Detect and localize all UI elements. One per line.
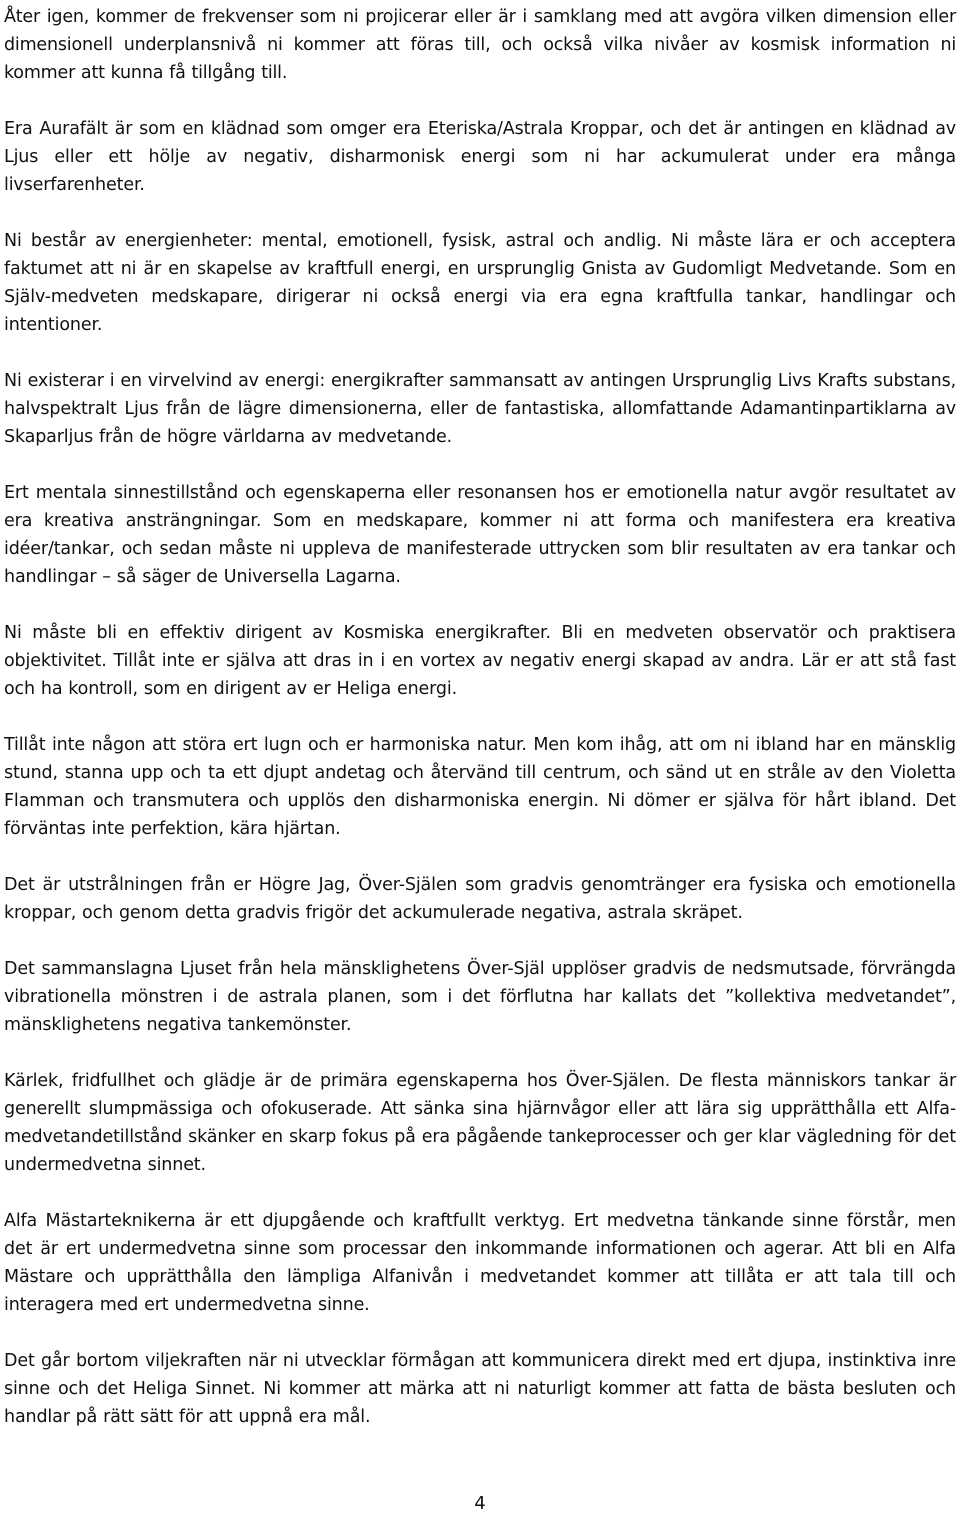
paragraph-11: Alfa Mästarteknikerna är ett djupgående och kraftfullt verktyg. Ert medvetna tänkande sinne förstår, men det är ert undermedvetna sinne som processar den inkommande informationen och agerar. Att bli en Alfa Mästare och upprätthålla den lämpliga Alfanivån i medvetandet kommer att tillåta er att tala till och interagera med ert undermedvetna sinne.: [4, 1211, 956, 1315]
paragraph-2: Era Aurafält är som en klädnad som omger era Eteriska/Astrala Kroppar, och det är antingen en klädnad av Ljus eller ett hölje av negativ, disharmonisk energi som ni har ackumulerat under era många livserfarenheter.: [4, 119, 956, 195]
paragraph-6: Ni måste bli en effektiv dirigent av Kosmiska energikrafter. Bli en medveten observatör och praktisera objektivitet. Tillåt inte er själva att dras in i en vortex av negativ energi skapad av andra. Lär er att stå fast och ha kontroll, som en dirigent av er Heliga energi.: [4, 623, 956, 699]
paragraph-12: Det går bortom viljekraften när ni utvecklar förmågan att kommunicera direkt med ert djupa, instinktiva inre sinne och det Heliga Sinnet. Ni kommer att märka att ni naturligt kommer att fatta de bästa besluten och handlar på rätt sätt för att uppnå era mål.: [4, 1351, 956, 1427]
paragraph-10: Kärlek, fridfullhet och glädje är de primära egenskaperna hos Över-Själen. De flesta människors tankar är generellt slumpmässiga och ofokuserade. Att sänka sina hjärnvågor eller att lära sig upprätthålla ett Alfa-medvetandetillstånd skänker en skarp fokus på era pågående tankeprocesser och ger klar vägledning för det undermedvetna sinnet.: [4, 1071, 956, 1175]
paragraph-7: Tillåt inte någon att störa ert lugn och er harmoniska natur. Men kom ihåg, att om ni ibland har en mänsklig stund, stanna upp och ta ett djupt andetag och återvänd till centrum, och sänd ut en stråle av den Violetta Flamman och transmutera och upplös den disharmoniska energin. Ni dömer er själva för hårt ibland. Det förväntas inte perfektion, kära hjärtan.: [4, 735, 956, 839]
document-body: [4, 3, 956, 1459]
paragraph-1: Åter igen, kommer de frekvenser som ni projicerar eller är i samklang med att avgöra vilken dimension eller dimensionell underplansnivå ni kommer att föras till, och också vilka nivåer av kosmisk information ni kommer att kunna få tillgång till.: [4, 7, 956, 83]
paragraph-5: Ert mentala sinnestillstånd och egenskaperna eller resonansen hos er emotionella natur avgör resultatet av era kreativa ansträngningar. Som en medskapare, kommer ni att forma och manifestera era kreativa idéer/tankar, och sedan måste ni uppleva de manifesterade uttrycken som blir resultaten av era tankar och handlingar – så säger de Universella Lagarna.: [4, 483, 956, 587]
paragraph-4: Ni existerar i en virvelvind av energi: energikrafter sammansatt av antingen Ursprunglig Livs Krafts substans, halvspektralt Ljus från de lägre dimensionerna, eller de fantastiska, allomfattande Adamantinpartiklarna av Skaparljus från de högre världarna av medvetande.: [4, 371, 956, 447]
paragraph-9: Det sammanslagna Ljuset från hela mänsklighetens Över-Själ upplöser gradvis de nedsmutsade, förvrängda vibrationella mönstren i de astrala planen, som i det förflutna har kallats det ”kollektiva medvetandet”, mänsklighetens negativa tankemönster.: [4, 959, 956, 1035]
paragraph-8: Det är utstrålningen från er Högre Jag, Över-Själen som gradvis genomtränger era fysiska och emotionella kroppar, och genom detta gradvis frigör det ackumulerade negativa, astrala skräpet.: [4, 875, 956, 923]
paragraph-3: Ni består av energienheter: mental, emotionell, fysisk, astral och andlig. Ni måste lära er och acceptera faktumet att ni är en skapelse av kraftfull energi, en ursprunglig Gnista av Gudomligt Medvetande. Som en Själv-medveten medskapare, dirigerar ni också energi via era egna kraftfulla tankar, handlingar och intentioner.: [4, 231, 956, 335]
page-number: 4: [474, 1493, 486, 1514]
